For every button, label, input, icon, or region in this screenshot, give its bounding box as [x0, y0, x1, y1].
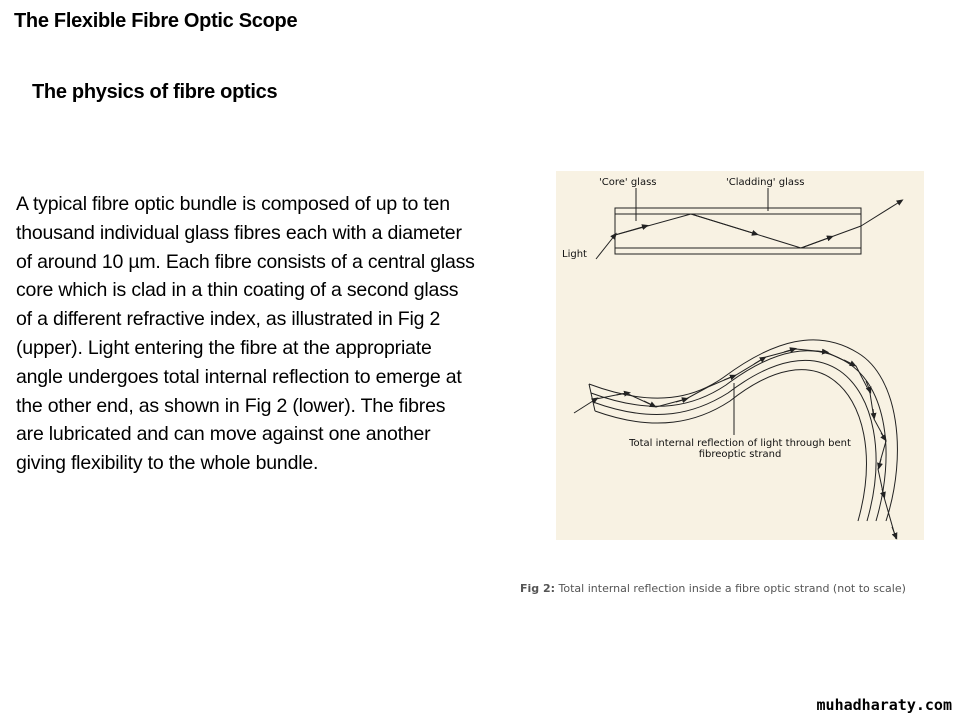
caption-prefix: Fig 2: [520, 582, 556, 595]
slide-subtitle: The physics of fibre optics [32, 81, 278, 103]
core-glass-label: 'Core' glass [599, 177, 657, 188]
straight-fibre [615, 208, 861, 254]
light-label: Light [562, 249, 587, 260]
cladding-glass-label: 'Cladding' glass [726, 177, 805, 188]
bent-fibre-label-line2: fibreoptic strand [698, 449, 782, 460]
slide-title: The Flexible Fibre Optic Scope [14, 10, 298, 32]
body-paragraph: A typical fibre optic bundle is composed of up to ten thousand individual glass fibres each with a diameter of around 10 µm. Each fibre consists of a central glass core which is clad in a thin coating of a second glass of a different refractive index, as illustrated in Fig 2 (upper). Light entering the fibre at the appropriate angle undergoes total internal reflection to emerge at the other end, as shown in Fig 2 (lower). The fibres are lubricated and can move against one another giving flexibility to the whole bundle. [16, 193, 475, 475]
bent-fibre [589, 340, 897, 521]
bent-fibre-label-line1: Total internal reflection of light through bent [629, 438, 851, 449]
straight-fibre-leaders [636, 188, 768, 221]
fibre-optic-diagram [556, 171, 924, 540]
fibre-optic-figure [556, 171, 924, 540]
straight-light-path [596, 201, 901, 259]
caption-text: Total internal reflection inside a fibre optic strand (not to scale) [555, 582, 906, 595]
figure-caption [520, 582, 930, 595]
watermark: muhadharaty.com [816, 696, 952, 714]
